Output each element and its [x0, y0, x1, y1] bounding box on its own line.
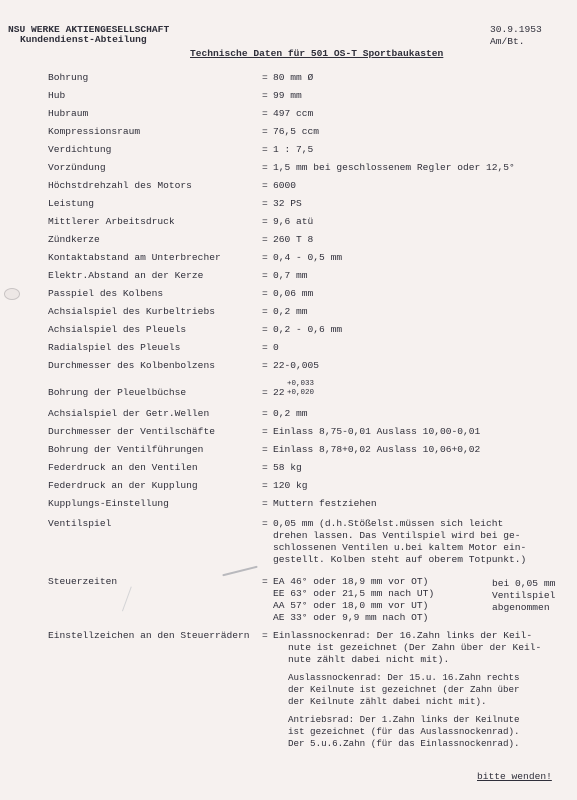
spec-label: Steuerzeiten — [48, 576, 118, 587]
spec-value: 120 kg — [273, 480, 308, 491]
ventilspiel-line: 0,05 mm (d.h.Stößelst.müssen sich leicht — [273, 518, 504, 529]
pencil-mark — [122, 587, 143, 616]
spec-value: 32 PS — [273, 198, 302, 209]
pleuel-tolerance-lower: +0,020 — [287, 389, 315, 397]
steuerzeit-line: AA 57° oder 18,0 mm vor UT) — [273, 600, 429, 611]
spec-value: Muttern festziehen — [273, 498, 377, 509]
einstell-line: nute zählt dabei nicht mit). — [288, 654, 450, 665]
spec-label: Durchmesser der Ventilschäfte — [48, 426, 215, 437]
ventilspiel-line: gestellt. Kolben steht auf oberem Totpunkt.) — [273, 554, 527, 565]
spec-value: 6000 — [273, 180, 297, 191]
spec-value — [273, 387, 285, 399]
spec-value: 9,6 atü — [273, 216, 314, 227]
equals-sign: = — [262, 108, 268, 119]
spec-value: 1 : 7,5 — [273, 144, 314, 155]
spec-label: Verdichtung — [48, 144, 112, 155]
spec-label: Einstellzeichen an den Steuerrädern — [48, 630, 250, 641]
spec-value: 0,7 mm — [273, 270, 308, 281]
equals-sign: = — [262, 324, 268, 335]
spec-value: 99 mm — [273, 90, 302, 101]
spec-value: 58 kg — [273, 462, 302, 473]
einstell-line: der Keilnute ist gezeichnet (der Zahn über — [288, 684, 520, 695]
steuerzeit-note: bei 0,05 mm — [492, 578, 556, 589]
equals-sign: = — [262, 126, 268, 137]
equals-sign: = — [262, 498, 268, 509]
equals-sign: = — [262, 342, 268, 353]
equals-sign: = — [262, 408, 268, 419]
spec-label: Achsialspiel des Kurbeltriebs — [48, 306, 215, 317]
spec-label: Ventilspiel — [48, 518, 112, 529]
spec-label: Kupplungs-Einstellung — [48, 498, 169, 509]
spec-label: Hub — [48, 90, 66, 101]
punch-hole — [4, 288, 20, 300]
equals-sign: = — [262, 270, 268, 281]
spec-value: 260 T 8 — [273, 234, 314, 245]
equals-sign: = — [262, 162, 268, 173]
department: Kundendienst-Abteilung — [20, 34, 147, 45]
spec-label: Durchmesser des Kolbenbolzens — [48, 360, 215, 371]
spec-value: 0,2 mm — [273, 408, 308, 419]
equals-sign: = — [262, 144, 268, 155]
spec-value: 22-0,005 — [273, 360, 320, 371]
equals-sign: = — [262, 288, 268, 299]
spec-label: Bohrung — [48, 72, 89, 83]
einstell-line: ist gezeichnet (für das Auslassnockenrad). — [288, 726, 520, 737]
steuerzeit-line: EA 46° oder 18,9 mm vor OT) — [273, 576, 429, 587]
pleuel-tolerance — [287, 380, 314, 398]
steuerzeit-note: Ventilspiel — [492, 590, 556, 601]
spec-value: 0,2 mm — [273, 306, 308, 317]
spec-label: Zündkerze — [48, 234, 100, 245]
spec-label: Kompressionsraum — [48, 126, 141, 137]
equals-sign: = — [262, 198, 268, 209]
spec-value: 0,4 - 0,5 mm — [273, 252, 343, 263]
spec-value: Einlass 8,75-0,01 Auslass 10,00-0,01 — [273, 426, 481, 437]
ventilspiel-line: drehen lassen. Das Ventilspiel wird bei ge- — [273, 530, 521, 541]
pleuel-tolerance-upper: +0,033 — [287, 380, 315, 388]
steuerzeit-line: EE 63° oder 21,5 mm nach UT) — [273, 588, 435, 599]
spec-value: 497 ccm — [273, 108, 314, 119]
spec-value: 0,2 - 0,6 mm — [273, 324, 343, 335]
spec-value: 1,5 mm bei geschlossenem Regler oder 12,5° — [273, 162, 515, 173]
einstell-line: Auslassnockenrad: Der 15.u. 16.Zahn rechts — [288, 672, 520, 683]
spec-label: Hubraum — [48, 108, 89, 119]
einstell-line: Antriebsrad: Der 1.Zahn links der Keilnute — [288, 714, 520, 725]
document-reference: Am/Bt. — [490, 36, 525, 47]
equals-sign: = — [262, 90, 268, 101]
equals-sign: = — [262, 216, 268, 227]
equals-sign: = — [262, 480, 268, 491]
equals-sign: = — [262, 387, 268, 398]
equals-sign: = — [262, 234, 268, 245]
document-date: 30.9.1953 — [490, 24, 542, 35]
spec-label: Mittlerer Arbeitsdruck — [48, 216, 175, 227]
equals-sign: = — [262, 180, 268, 191]
spec-label: Elektr.Abstand an der Kerze — [48, 270, 204, 281]
spec-label: Achsialspiel der Getr.Wellen — [48, 408, 210, 419]
einstell-line: der Keilnute zählt dabei nicht mit). — [288, 696, 487, 707]
equals-sign: = — [262, 72, 268, 83]
steuerzeit-note: abgenommen — [492, 602, 550, 613]
spec-label: Radialspiel des Pleuels — [48, 342, 181, 353]
equals-sign: = — [262, 306, 268, 317]
spec-label: Vorzündung — [48, 162, 106, 173]
spec-label: Achsialspiel des Pleuels — [48, 324, 187, 335]
document-title: Technische Daten für 501 OS-T Sportbaukasten — [190, 48, 444, 59]
spec-label: Bohrung der Pleuelbüchse — [48, 387, 187, 398]
equals-sign: = — [262, 252, 268, 263]
steuerzeit-line: AE 33° oder 9,9 mm nach OT) — [273, 612, 429, 623]
einstell-line: nute ist gezeichnet (Der Zahn über der Keil- — [288, 642, 542, 653]
equals-sign: = — [262, 630, 268, 641]
einstell-line: Einlassnockenrad: Der 16.Zahn links der Keil- — [273, 630, 533, 641]
spec-label: Leistung — [48, 198, 95, 209]
equals-sign: = — [262, 360, 268, 371]
company-name: NSU WERKE AKTIENGESELLSCHAFT — [8, 24, 170, 35]
spec-value: Einlass 8,78+0,02 Auslass 10,06+0,02 — [273, 444, 481, 455]
spec-value: 0 — [273, 342, 279, 353]
pleuel-base: 22 — [273, 387, 285, 398]
equals-sign: = — [262, 576, 268, 587]
spec-value: 0,06 mm — [273, 288, 314, 299]
equals-sign: = — [262, 444, 268, 455]
spec-label: Höchstdrehzahl des Motors — [48, 180, 192, 191]
equals-sign: = — [262, 462, 268, 473]
spec-label: Passpiel des Kolbens — [48, 288, 164, 299]
turn-page-note: bitte wenden! — [477, 771, 552, 782]
pencil-mark — [222, 566, 257, 577]
spec-value: 80 mm Ø — [273, 72, 314, 83]
equals-sign: = — [262, 518, 268, 529]
spec-label: Federdruck an der Kupplung — [48, 480, 198, 491]
spec-label: Bohrung der Ventilführungen — [48, 444, 204, 455]
spec-label: Kontaktabstand am Unterbrecher — [48, 252, 221, 263]
spec-value: 76,5 ccm — [273, 126, 320, 137]
spec-label: Federdruck an den Ventilen — [48, 462, 198, 473]
equals-sign: = — [262, 426, 268, 437]
einstell-line: Der 5.u.6.Zahn (für das Einlassnockenrad). — [288, 738, 520, 749]
ventilspiel-line: schlossenen Ventilen u.bei kaltem Motor ein- — [273, 542, 527, 553]
